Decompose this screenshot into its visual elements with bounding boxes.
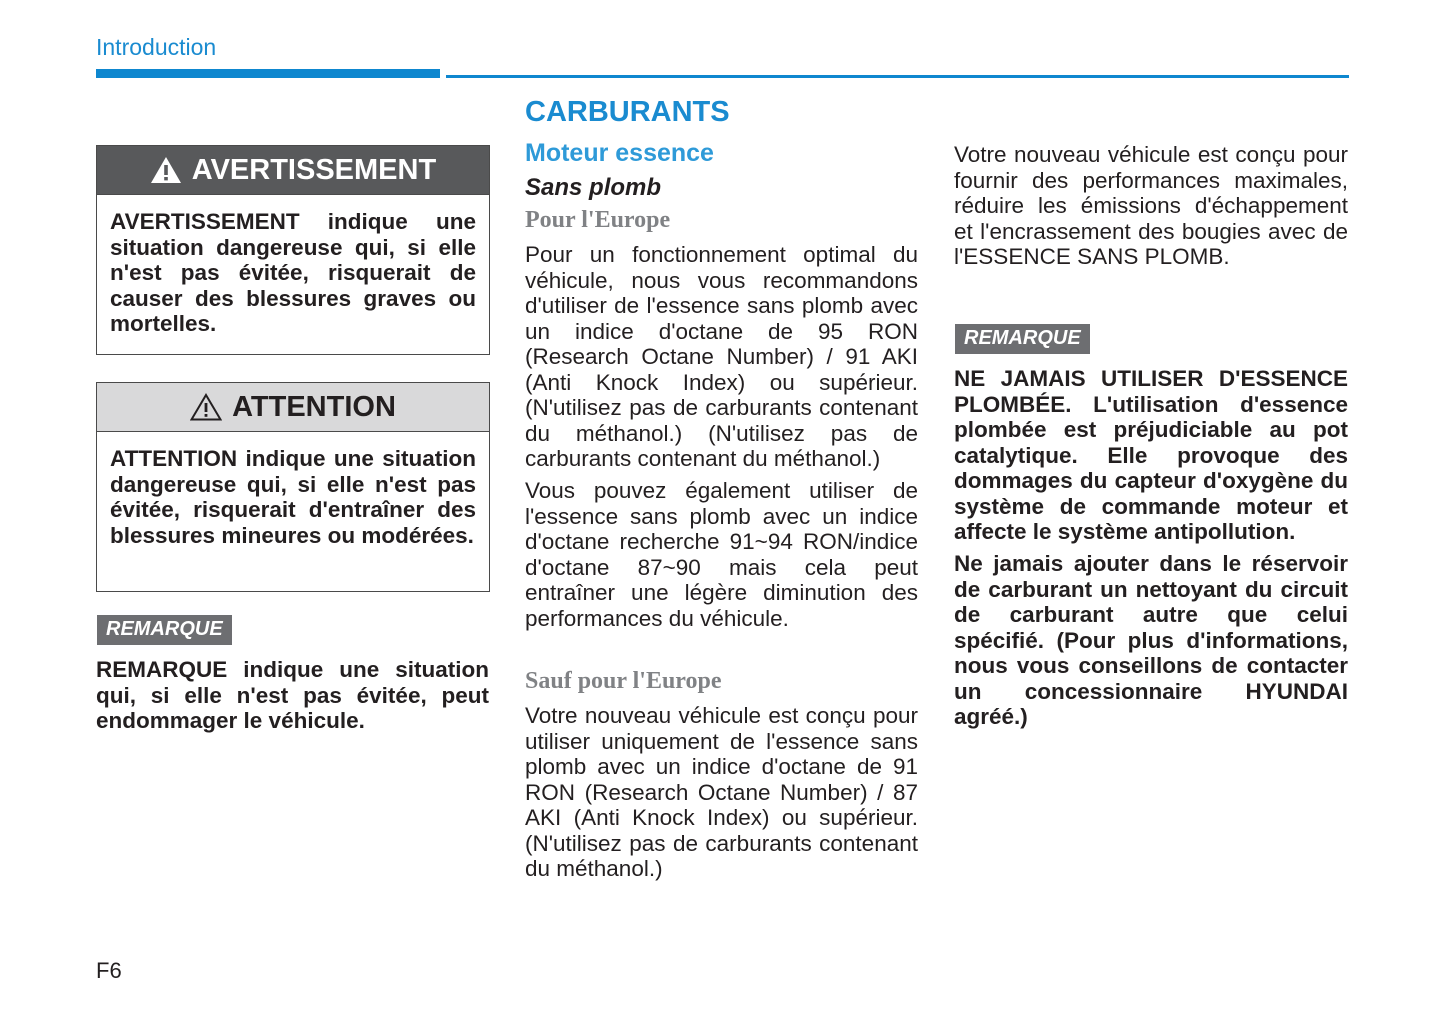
- warning-box-header: [97, 146, 489, 195]
- caution-box-header: [97, 383, 489, 432]
- right-note-paragraph-2: Ne jamais ajouter dans le réservoir de carburant un nettoyant du circuit de carburant autre que celui spécifié. (Pour plus d'informations, nous vous conseillons de contacter un concessionnaire HYUNDAI agréé.): [954, 551, 1348, 729]
- section-title: Introduction: [96, 34, 217, 60]
- warning-triangle-outline-icon: [190, 393, 222, 421]
- gasoline-engine-heading: Moteur essence: [525, 139, 714, 167]
- note-badge-right: REMARQUE: [955, 324, 1090, 354]
- europe-paragraph-1: Pour un fonctionnement optimal du véhicule, nous vous recommandons d'utiliser de l'essence sans plomb avec un indice d'octane de 95 RON (Research Octane Number) / 91 AKI (Anti Knock Index) ou supérieur. (N'utilisez pas de carburants contenant du méthanol.) (N'utilisez pas de carburants contenant du méthanol.): [525, 242, 918, 471]
- page-number: F6: [96, 958, 122, 983]
- warning-triangle-icon: [150, 156, 182, 184]
- europe-heading: Pour l'Europe: [525, 207, 671, 233]
- unleaded-heading: Sans plomb: [525, 174, 662, 201]
- warning-box-body: AVERTISSEMENT indique une situation dangereuse qui, si elle n'est pas évitée, risquerait de causer des blessures graves ou mortelles.: [110, 209, 476, 336]
- warning-box: [96, 145, 490, 355]
- caution-box: [96, 382, 490, 592]
- header-rule-thick: [96, 69, 440, 78]
- note-left-text: REMARQUE indique une situation qui, si elle n'est pas évitée, peut endommager le véhicule.: [96, 657, 489, 733]
- fuel-heading: CARBURANTS: [525, 96, 730, 128]
- caution-box-body: ATTENTION indique une situation dangereuse qui, si elle n'est pas évitée, risquerait d'entraîner des blessures mineures ou modérées.: [110, 446, 476, 548]
- right-paragraph-1: Votre nouveau véhicule est conçu pour fournir des performances maximales, réduire les émissions d'échappement et l'encrassement des bougies avec de l'ESSENCE SANS PLOMB.: [954, 142, 1348, 269]
- non-europe-paragraph: Votre nouveau véhicule est conçu pour utiliser uniquement de l'essence sans plomb avec un indice d'octane de 91 RON (Research Octane Number) / 87 AKI (Anti Knock Index) ou supérieur. (N'utilisez pas de carburants contenant du méthanol.): [525, 703, 918, 881]
- header-rule-thin: [446, 75, 1349, 78]
- non-europe-heading: Sauf pour l'Europe: [525, 668, 722, 694]
- right-note-paragraph-1: NE JAMAIS UTILISER D'ESSENCE PLOMBÉE. L'utilisation d'essence plombée est préjudiciable au pot catalytique. Elle provoque des dommages du capteur d'oxygène du système de commande moteur et affecte le système antipollution.: [954, 366, 1348, 544]
- note-badge-left: REMARQUE: [97, 615, 232, 645]
- warning-box-title: AVERTISSEMENT: [191, 153, 437, 186]
- caution-box-title: ATTENTION: [232, 390, 396, 423]
- europe-paragraph-2: Vous pouvez également utiliser de l'essence sans plomb avec un indice d'octane recherche 91~94 RON/indice d'octane 87~90 mais cela peut entraîner une légère diminution des performances du véhicule.: [525, 478, 918, 631]
